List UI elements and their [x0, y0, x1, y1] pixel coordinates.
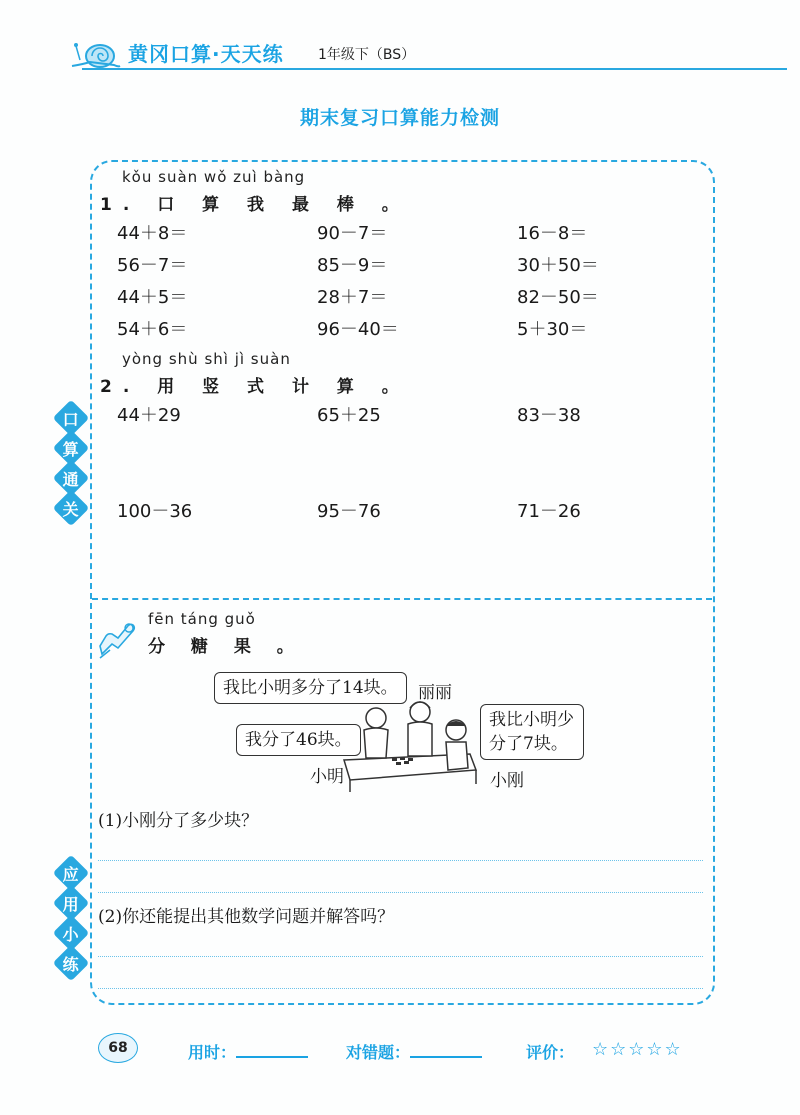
- oral-calc-grid: [117, 216, 717, 344]
- section1-heading: 1. 口 算 我 最 棒 。: [100, 195, 410, 215]
- table-row: [117, 494, 717, 526]
- time-label: 用时：: [188, 1043, 237, 1062]
- header-rule: [82, 68, 787, 70]
- side-tag: 算: [53, 430, 90, 467]
- problem: 16－8＝: [517, 223, 588, 244]
- page-header: [0, 30, 800, 75]
- table-row: [117, 248, 717, 280]
- section-divider: [92, 598, 712, 600]
- time-blank[interactable]: [236, 1044, 308, 1058]
- page-footer: [0, 1030, 800, 1080]
- rating-stars[interactable]: ☆☆☆☆☆: [592, 1039, 683, 1060]
- grade-label: 1年级下（BS）: [318, 47, 416, 63]
- question-1: (1)小刚分了多少块？: [98, 811, 259, 831]
- problem: 28＋7＝: [317, 287, 388, 308]
- name-xiaoming: 小明: [310, 767, 344, 787]
- section3-heading: 分 糖 果 。: [148, 637, 304, 657]
- errors-field: [346, 1040, 482, 1063]
- side-tags-kousuan: [58, 405, 86, 525]
- brand-title: 黄冈口算·天天练: [128, 42, 284, 66]
- pointing-hand-icon: [96, 620, 140, 662]
- speech-bubble-xiaoming: 我分了46块。: [236, 724, 361, 756]
- page-number: 68: [98, 1033, 138, 1063]
- problem: 100－36: [117, 501, 193, 522]
- side-tag: 通: [53, 460, 90, 497]
- problem: 95－76: [317, 501, 381, 522]
- name-xiaogang: 小刚: [490, 771, 524, 791]
- time-field: [188, 1040, 308, 1063]
- bubble-line: 我比小明少: [489, 710, 574, 730]
- side-tag: 关: [53, 490, 90, 527]
- section2-heading: 2. 用 竖 式 计 算 。: [100, 377, 410, 397]
- speech-bubble-xiaogang: [480, 704, 584, 760]
- question-2: (2)你还能提出其他数学问题并解答吗？: [98, 907, 395, 927]
- table-row: [117, 216, 717, 248]
- section3-pinyin: fēn táng guǒ: [148, 610, 256, 628]
- problem: 44＋5＝: [117, 287, 188, 308]
- errors-label: 对错题：: [346, 1043, 411, 1062]
- problem: 83－38: [517, 405, 581, 426]
- problem: 71－26: [517, 501, 581, 522]
- answer-line[interactable]: [98, 860, 703, 861]
- problem: 90－7＝: [317, 223, 388, 244]
- problem: 96－40＝: [317, 319, 399, 340]
- problem: 44＋8＝: [117, 223, 188, 244]
- problem: 44＋29: [117, 405, 181, 426]
- answer-line[interactable]: [98, 988, 703, 989]
- problem: 54＋6＝: [117, 319, 188, 340]
- page-title: 期末复习口算能力检测: [299, 107, 500, 129]
- rating-label: 评价：: [526, 1043, 575, 1062]
- speech-bubble-lili: 我比小明多分了14块。: [214, 672, 407, 704]
- side-tag: 练: [53, 945, 90, 982]
- side-tag: 应: [53, 855, 90, 892]
- snail-logo-icon: [70, 34, 122, 70]
- kids-candy-table-illustration: [340, 688, 480, 798]
- side-tags-yingyong: [58, 860, 86, 980]
- name-lili: 丽丽: [418, 683, 452, 703]
- rating-field: [526, 1040, 574, 1063]
- side-tag: 用: [53, 885, 90, 922]
- problem: 85－9＝: [317, 255, 388, 276]
- table-row: [117, 312, 717, 344]
- side-tag: 小: [53, 915, 90, 952]
- side-tag: 口: [53, 400, 90, 437]
- problem: 56－7＝: [117, 255, 188, 276]
- bubble-line: 分了7块。: [489, 734, 568, 754]
- section2-pinyin: yòng shù shì jì suàn: [122, 350, 291, 368]
- problem: 30＋50＝: [517, 255, 599, 276]
- problem: 82－50＝: [517, 287, 599, 308]
- problem: 65＋25: [317, 405, 381, 426]
- section1-pinyin: kǒu suàn wǒ zuì bàng: [122, 168, 306, 186]
- answer-line[interactable]: [98, 892, 703, 893]
- errors-blank[interactable]: [410, 1044, 482, 1058]
- vertical-calc-grid: [117, 398, 717, 526]
- answer-line[interactable]: [98, 956, 703, 957]
- problem: 5＋30＝: [517, 319, 588, 340]
- table-row: [117, 280, 717, 312]
- table-row: [117, 398, 717, 430]
